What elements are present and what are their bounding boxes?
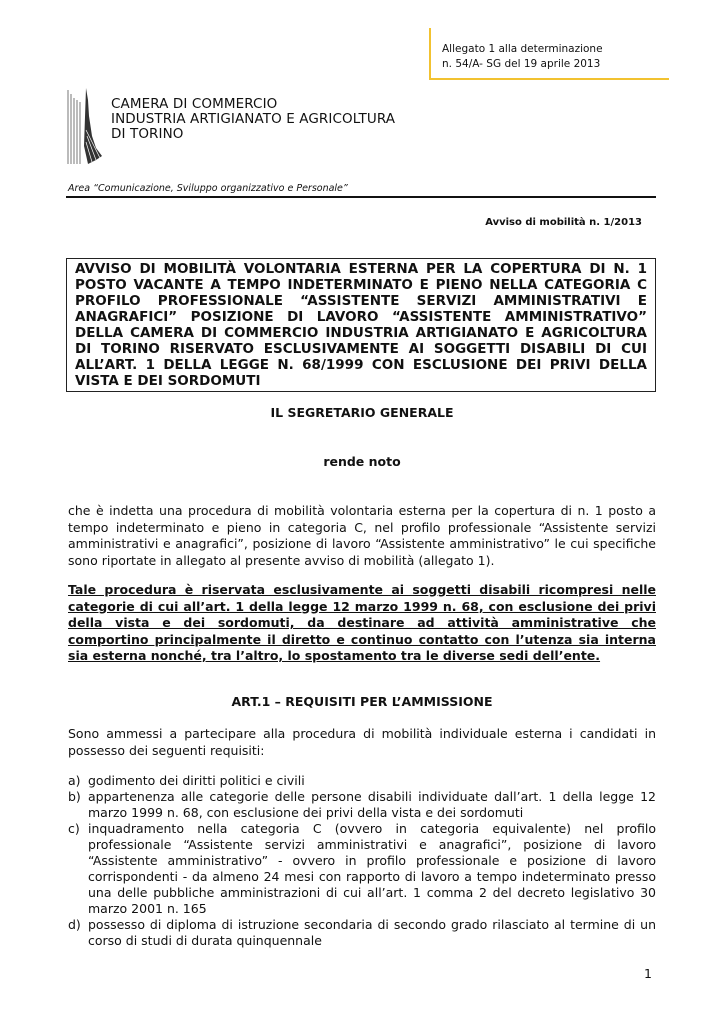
list-item-label: c) [68,821,80,836]
article-1-intro: Sono ammessi a partecipare alla procedura di mobilità individuale esterna i candidati in possesso dei seguenti requisiti: [68,726,656,758]
list-item [68,917,656,949]
org-line-2: INDUSTRIA ARTIGIANATO E AGRICOLTURA [111,111,396,127]
signatory-heading: IL SEGRETARIO GENERALE [270,405,454,420]
page-number: 1 [644,966,652,981]
header-accent-vertical-line [429,28,431,80]
org-line-3: DI TORINO [111,126,184,142]
reference-line-2: n. 54/A- SG del 19 aprile 2013 [442,58,601,70]
list-item-label: d) [68,917,81,932]
notice-title-box: AVVISO DI MOBILITÀ VOLONTARIA ESTERNA PER LA COPERTURA DI N. 1 POSTO VACANTE A TEMPO INDETERMINATO E PIENO NELLA CATEGORIA C PROFILO PROFESSIONALE “ASSISTENTE SERVIZI AMMINISTRATIVI E ANAGRAFICI” POSIZIONE DI LAVORO “ASSISTENTE AMMINISTRATIVO” DELLA CAMERA DI COMMERCIO INDUSTRIA ARTIGIANATO E AGRICOLTURA DI TORINO RISERVATO ESCLUSIVAMENTE AI SOGGETTI DISABILI DI CUI ALL’ART. 1 DELLA LEGGE N. 68/1999 CON ESCLUSIONE DEI PRIVI DELLA VISTA E DEI SORDOMUTI [66,258,656,392]
intro-paragraph: che è indetta una procedura di mobilità volontaria esterna per la copertura di n. 1 posto a tempo indeterminato e pieno in categoria C, nel profilo professionale “Assistente servizi amministrativi e anagrafici”, posizione di lavoro “Assistente amministrativo” le cui specifiche sono riportate in allegato al presente avviso di mobilità (allegato 1). [68,503,656,568]
attachment-reference [442,42,603,72]
list-item-text: godimento dei diritti politici e civili [88,773,305,788]
header-rule [66,196,656,198]
department-area: Area “Comunicazione, Sviluppo organizzativo e Personale” [68,183,348,194]
list-item-label: a) [68,773,81,788]
list-item [68,773,656,789]
org-line-1: CAMERA DI COMMERCIO [111,96,278,112]
list-item-text: inquadramento nella categoria C (ovvero in categoria equivalente) nel profilo professionale “Assistente servizi amministrativi e anagrafici”, posizione di lavoro “Assistente amministrativo” - ovvero in profilo professionale e posizione di lavoro corrispondenti - da almeno 24 mesi con rapporto di lavoro a tempo indeterminato presso una delle pubbliche amministrazioni di cui all’art. 1 comma 2 del decreto legislativo 30 marzo 2001 n. 165 [88,821,656,916]
list-item-label: b) [68,789,81,804]
reserved-paragraph: Tale procedura è riservata esclusivamente ai soggetti disabili ricompresi nelle categorie di cui all’art. 1 della legge 12 marzo 1999 n. 68, con esclusione dei privi della vista e dei sordomuti, da destinare ad attività amministrative che comportino principalmente il diretto e continuo contatto con l’utenza sia interna sia esterna nonché, tra l’altro, lo spostamento tra le diverse sedi dell’ente. [68,582,656,663]
list-item [68,789,656,821]
organization-name [111,97,395,142]
list-item-text: appartenenza alle categorie delle persone disabili individuate dall’art. 1 della legge 12 marzo 1999 n. 68, con esclusione dei privi della vista e dei sordomuti [88,789,656,820]
reference-line-1: Allegato 1 alla determinazione [442,43,603,55]
chamber-of-commerce-logo [66,86,106,166]
article-1-heading: ART.1 – REQUISITI PER L’AMMISSIONE [231,694,493,709]
requirements-list [68,773,656,949]
header-accent-horizontal-line [431,78,669,80]
notice-number: Avviso di mobilità n. 1/2013 [485,217,642,228]
list-item [68,821,656,917]
list-item-text: possesso di diploma di istruzione secondaria di secondo grado rilasciato al termine di un corso di studi di durata quinquennale [88,917,656,948]
rende-noto: rende noto [323,454,401,469]
